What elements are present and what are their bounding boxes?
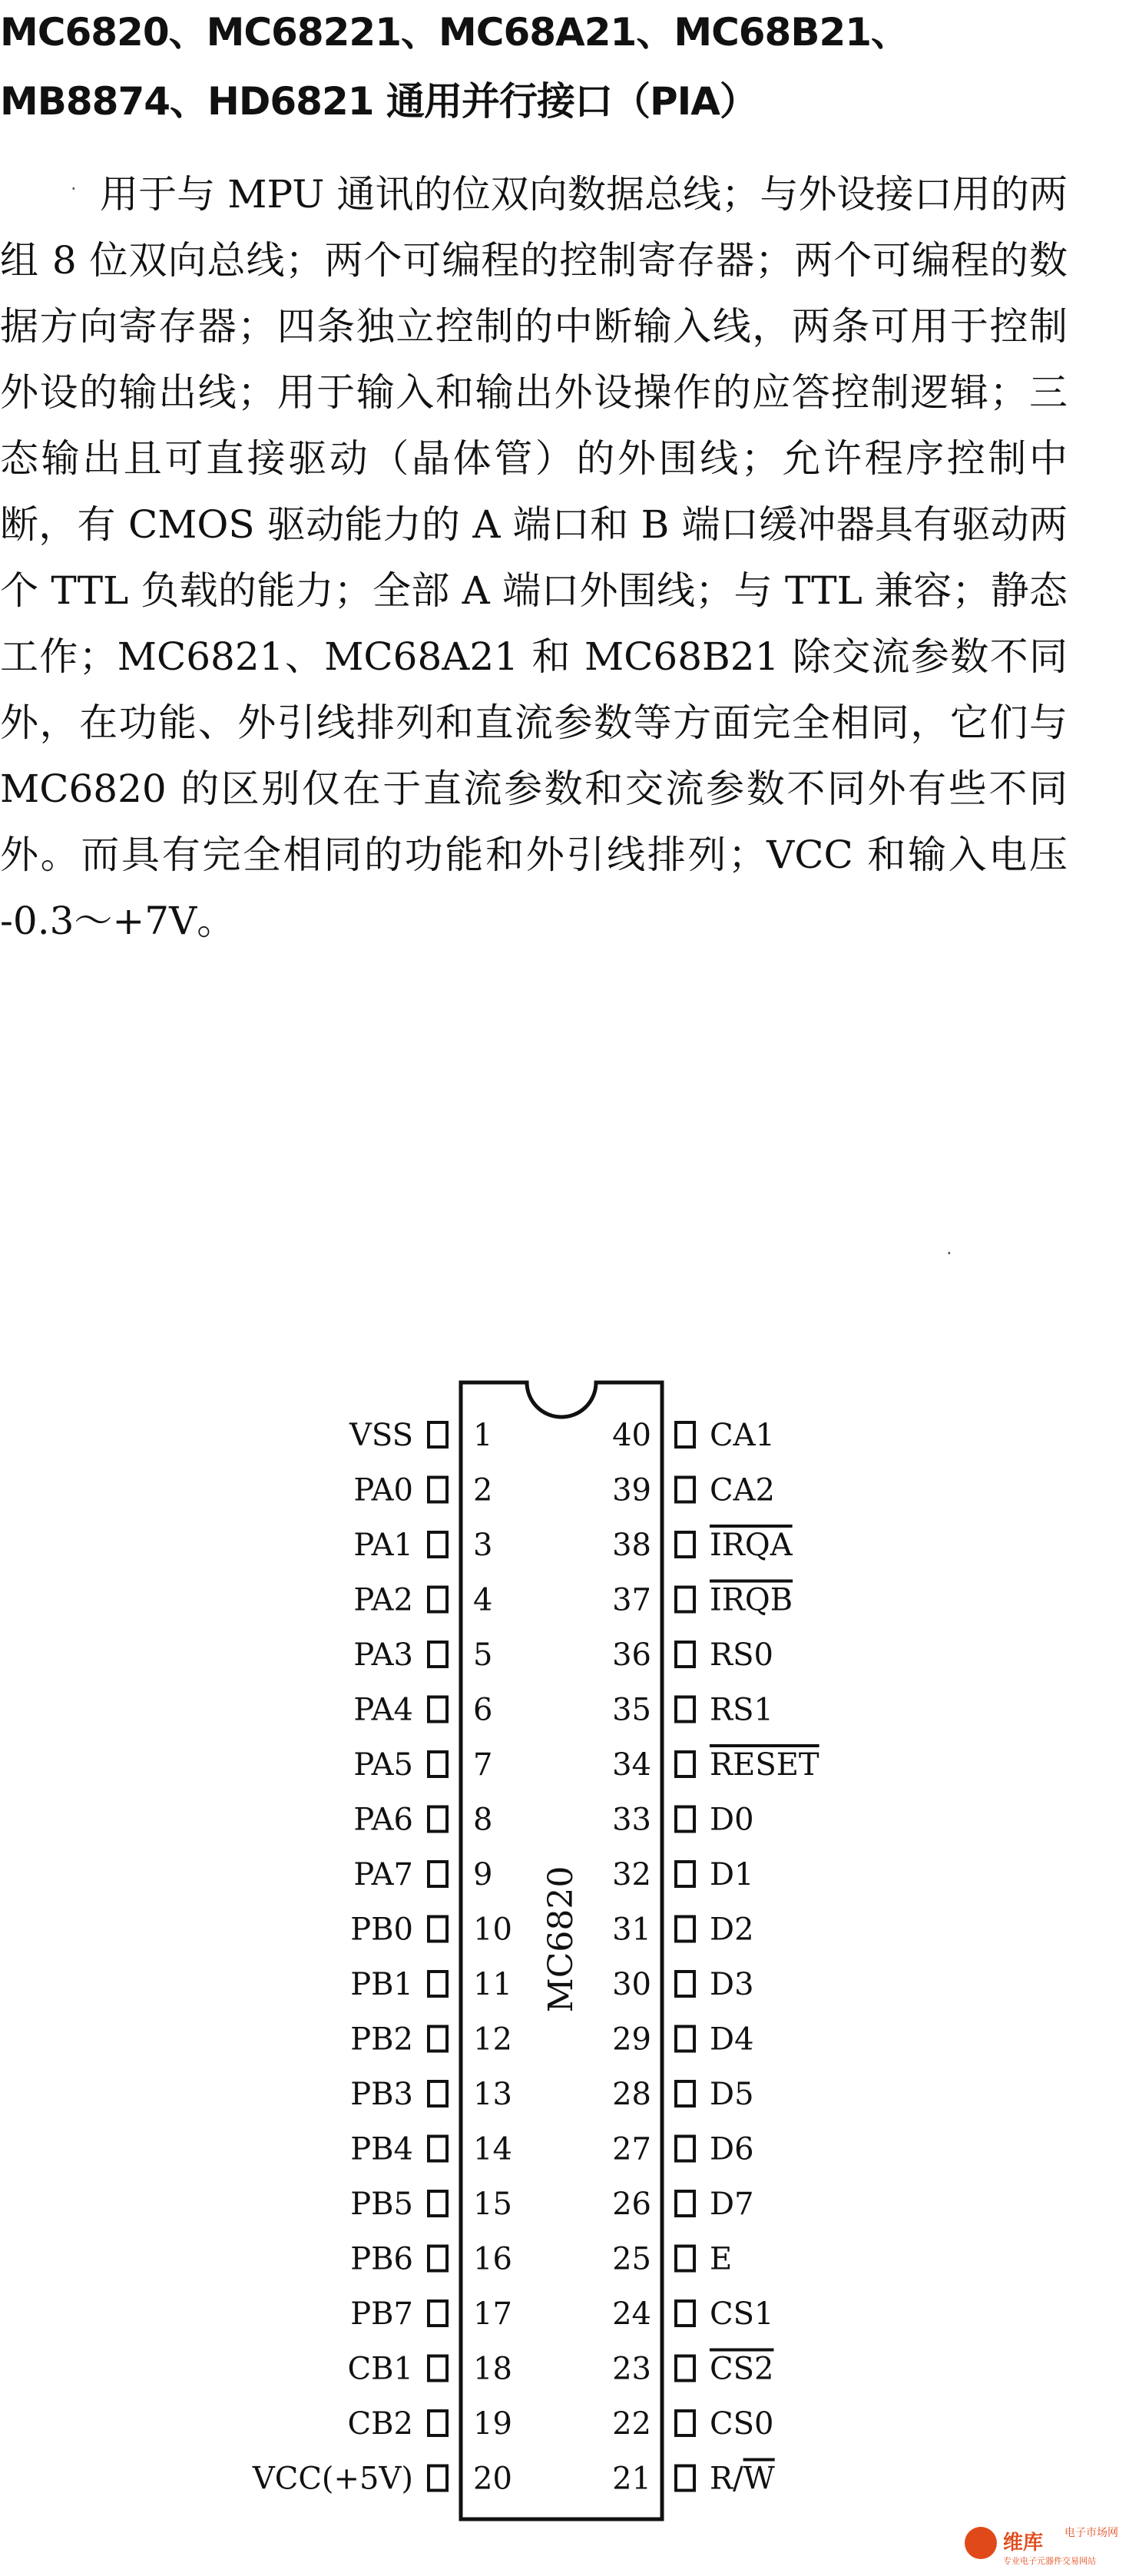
pin-box <box>676 2027 694 2051</box>
pin-box <box>676 2137 694 2161</box>
pin-label: PB4 <box>350 2131 413 2167</box>
pin-number: 20 <box>473 2461 512 2497</box>
pin-number: 29 <box>612 2021 651 2058</box>
pin-box <box>676 2466 694 2491</box>
pin-number: 3 <box>473 1528 493 1563</box>
pin-number: 35 <box>612 1692 651 1728</box>
pin-box <box>429 2301 447 2326</box>
pin-label: PA6 <box>353 1802 413 1838</box>
pin-number: 17 <box>473 2296 512 2332</box>
pin-label: CA2 <box>710 1472 775 1508</box>
pin-box <box>429 1697 447 1722</box>
pin-number: 22 <box>612 2406 651 2442</box>
pin-box <box>676 2356 694 2381</box>
pin-box <box>429 1478 447 1502</box>
pin-label: PA7 <box>353 1857 413 1892</box>
pin-label: PA2 <box>353 1582 413 1618</box>
pin-number: 27 <box>612 2131 651 2167</box>
watermark-logo <box>965 2521 1118 2570</box>
pin-box <box>429 1972 447 1996</box>
left-pin-column <box>252 1418 512 2497</box>
pin-label: PB5 <box>350 2187 413 2222</box>
pin-box <box>429 1752 447 1776</box>
pin-box <box>676 1532 694 1557</box>
pin-box <box>676 1862 694 1886</box>
pin-box <box>676 2191 694 2216</box>
pin-number: 26 <box>612 2187 651 2222</box>
pin-number: 13 <box>473 2077 512 2112</box>
pin-label: VSS <box>349 1418 413 1453</box>
pin-label: R/W <box>710 2461 775 2497</box>
pin-label: E <box>710 2241 733 2277</box>
pin-number: 19 <box>473 2406 512 2442</box>
pin-number: 25 <box>612 2241 651 2277</box>
title-line-1: MC6820、MC68221、MC68A21、MC68B21、 <box>0 10 909 55</box>
pin-box <box>676 1807 694 1832</box>
pin-box <box>676 1917 694 1942</box>
title-line-2: MB8874、HD6821 通用并行接口（PIA） <box>0 79 757 124</box>
right-pin-column <box>612 1418 819 2497</box>
pin-box <box>429 2081 447 2106</box>
pin-box <box>676 1697 694 1722</box>
pin-label: CA1 <box>710 1418 775 1453</box>
pin-number: 34 <box>612 1747 651 1783</box>
pin-label: PB3 <box>350 2077 413 2112</box>
pin-box <box>429 1588 447 1612</box>
pin-box <box>676 2247 694 2271</box>
pin-label: PA4 <box>353 1692 413 1728</box>
pin-number: 18 <box>473 2351 512 2387</box>
pin-label: RS1 <box>710 1692 773 1728</box>
pin-number: 31 <box>612 1912 651 1948</box>
logo-brand: 维库 <box>1003 2531 1044 2554</box>
pin-number: 4 <box>473 1582 493 1618</box>
pinout-diagram <box>0 1375 1129 2527</box>
pin-number: 7 <box>473 1747 493 1783</box>
pin-label: D0 <box>710 1802 754 1838</box>
pin-number: 32 <box>612 1857 651 1892</box>
pin-number: 21 <box>612 2461 651 2497</box>
pin-number: 10 <box>473 1912 512 1948</box>
pin-label: CB2 <box>347 2406 413 2442</box>
pin-number: 37 <box>612 1582 651 1618</box>
pin-number: 8 <box>473 1802 493 1838</box>
scan-speck: · <box>946 1243 952 1264</box>
pin-number: 6 <box>473 1692 493 1728</box>
pin-box <box>676 2301 694 2326</box>
pin-box <box>676 1422 694 1447</box>
logo-site: 电子市场网 <box>1064 2527 1118 2539</box>
pin-label: CB1 <box>347 2351 413 2387</box>
pin-label: PA1 <box>353 1528 413 1563</box>
pin-label: PB0 <box>350 1912 413 1948</box>
pin-box <box>429 2137 447 2161</box>
pin-box <box>429 2466 447 2491</box>
pin-number: 33 <box>612 1802 651 1838</box>
pin-label: D1 <box>710 1857 754 1892</box>
pin-number: 9 <box>473 1857 493 1892</box>
description-paragraph: 用于与 MPU 通讯的位双向数据总线；与外设接口用的两组 8 位双向总线；两个可编程的控制寄存器；两个可编程的数据方向寄存器；四条独立控制的中断输入线，两条可用于控制外设的输出线；用于输入和输出外设操作的应答控制逻辑；三态输出且可直接驱动（晶体管）的外围线；允许程序控制中断，有 CMOS 驱动能力的 A 端口和 B 端口缓冲器具有驱动两个 TTL 负载的能力；全部 A 端口外围线；与 TTL 兼容；静态工作；MC6821、MC68A21 和 MC68B21 除交流参数不同外，在功能、外引线排列和直流参数等方面完全相同，它们与 MC6820 的区别仅在于直流参数和交流参数不同外有些不同外。而具有完全相同的功能和外引线排列；VCC 和输入电压 -0.3～+7V。 <box>0 172 1068 943</box>
pin-number: 39 <box>612 1472 651 1508</box>
pin-box <box>676 1752 694 1776</box>
pin-box <box>676 2411 694 2435</box>
pin-label: PB7 <box>350 2296 413 2332</box>
scan-speck: · <box>71 178 77 200</box>
logo-tagline: 专业电子元器件交易网站 <box>1003 2556 1096 2566</box>
pin-box <box>676 1478 694 1502</box>
pin-box <box>676 1588 694 1612</box>
pin-label: D4 <box>710 2021 754 2058</box>
pin-box <box>429 2247 447 2271</box>
pin-label: RESET <box>710 1747 819 1783</box>
logo-icon <box>965 2527 997 2559</box>
pin-label: CS2 <box>710 2351 774 2387</box>
pin-number: 15 <box>473 2187 512 2222</box>
pin-number: 11 <box>473 1967 512 2002</box>
pin-box <box>429 2027 447 2051</box>
pin-label: IRQA <box>710 1528 793 1563</box>
pin-label: D3 <box>710 1967 754 2002</box>
pin-number: 36 <box>612 1637 651 1673</box>
pin-number: 5 <box>473 1637 493 1673</box>
pin-box <box>676 2081 694 2106</box>
pin-number: 16 <box>473 2241 512 2277</box>
pin-label: D7 <box>710 2187 754 2222</box>
pin-box <box>429 2356 447 2381</box>
pin-box <box>429 1807 447 1832</box>
pin-box <box>429 1862 447 1886</box>
chip-name: MC6820 <box>541 1866 581 2013</box>
pin-label: VCC(+5V) <box>252 2461 413 2497</box>
pin-number: 2 <box>473 1472 493 1508</box>
pin-box <box>676 1972 694 1996</box>
pin-label: D5 <box>710 2077 754 2112</box>
pin-label: CS1 <box>710 2296 774 2332</box>
pin-label: PB1 <box>350 1967 413 2002</box>
pin-label: PA0 <box>353 1472 413 1508</box>
pin-box <box>429 1917 447 1942</box>
pin-box <box>429 1642 447 1667</box>
pin-number: 12 <box>473 2021 512 2058</box>
pin-box <box>429 1422 447 1447</box>
pin-number: 28 <box>612 2077 651 2112</box>
pin-label: IRQB <box>710 1582 793 1618</box>
pin-number: 24 <box>612 2296 651 2332</box>
pin-label: CS0 <box>710 2406 774 2442</box>
pin-label: PB2 <box>350 2021 413 2058</box>
pin-number: 30 <box>612 1967 651 2002</box>
pin-label: PA5 <box>353 1747 413 1783</box>
pin-number: 23 <box>612 2351 651 2387</box>
pin-number: 40 <box>612 1418 651 1453</box>
pin-label: PA3 <box>353 1637 413 1673</box>
pin-box <box>429 1532 447 1557</box>
pin-number: 14 <box>473 2131 512 2167</box>
pin-label: RS0 <box>710 1637 773 1673</box>
pin-label: D2 <box>710 1912 754 1948</box>
pin-box <box>429 2411 447 2435</box>
pin-box <box>676 1642 694 1667</box>
pin-box <box>429 2191 447 2216</box>
pin-number: 1 <box>473 1418 493 1453</box>
pin-number: 38 <box>612 1528 651 1563</box>
pin-label: PB6 <box>350 2241 413 2277</box>
pin-label: D6 <box>710 2131 754 2167</box>
